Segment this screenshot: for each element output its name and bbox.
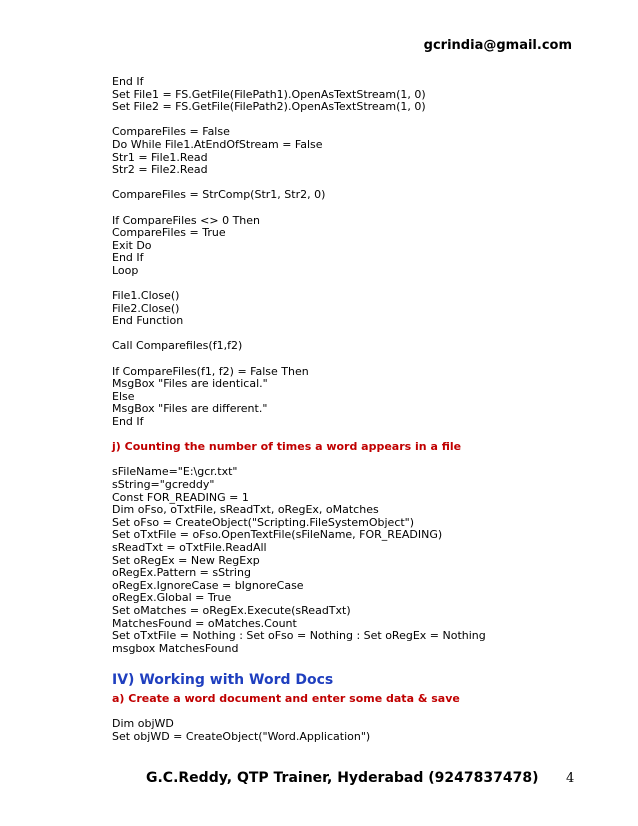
code-line: If CompareFiles(f1, f2) = False Then (112, 364, 309, 378)
code-line: oRegEx.Global = True (112, 591, 232, 605)
code-line: End If (112, 415, 144, 429)
code-block-8 (112, 466, 592, 655)
code-line: Const FOR_READING = 1 (112, 490, 249, 504)
code-line: File2.Close() (112, 301, 180, 315)
code-line: MatchesFound = oMatches.Count (112, 616, 297, 630)
code-line: End Function (112, 314, 184, 328)
code-line: Dim oFso, oTxtFile, sReadTxt, oRegEx, oMatches (112, 503, 379, 517)
code-line: End If (112, 251, 144, 265)
code-line: Set oMatches = oRegEx.Execute(sReadTxt) (112, 603, 351, 617)
document-body (112, 76, 592, 743)
code-line: Else (112, 389, 135, 403)
code-line: Do While File1.AtEndOfStream = False (112, 137, 323, 151)
code-line: MsgBox "Files are identical." (112, 377, 268, 391)
code-line: Dim objWD (112, 717, 174, 731)
code-line: CompareFiles = True (112, 226, 226, 240)
code-line: Set File1 = FS.GetFile(FilePath1).OpenAsTextStream(1, 0) (112, 87, 426, 101)
code-block-3 (112, 189, 592, 202)
code-block-7 (112, 366, 592, 429)
code-line: oRegEx.IgnoreCase = bIgnoreCase (112, 578, 304, 592)
section-j-heading: j) Counting the number of times a word appears in a file (112, 440, 462, 454)
code-line: Set oTxtFile = oFso.OpenTextFile(sFileName, FOR_READING) (112, 528, 443, 542)
code-block-6 (112, 340, 592, 353)
code-line: Set objWD = CreateObject("Word.Application") (112, 729, 371, 743)
code-line: Str2 = File2.Read (112, 163, 208, 177)
code-line: sReadTxt = oTxtFile.ReadAll (112, 540, 267, 554)
code-line: If CompareFiles <> 0 Then (112, 213, 261, 227)
code-line: Set oFso = CreateObject("Scripting.FileSystemObject") (112, 515, 415, 529)
code-block-5 (112, 290, 592, 328)
code-line: Loop (112, 263, 139, 277)
code-line: Set oRegEx = New RegExp (112, 553, 260, 567)
code-block-2 (112, 126, 592, 176)
code-line: sFileName="E:\gcr.txt" (112, 465, 238, 479)
section-a-heading: a) Create a word document and enter some data & save (112, 691, 460, 705)
code-line: End If (112, 75, 144, 88)
footer-text: G.C.Reddy, QTP Trainer, Hyderabad (9247837478) (146, 770, 539, 786)
code-line: sString="gcreddy" (112, 478, 215, 491)
code-line: CompareFiles = StrComp(Str1, Str2, 0) (112, 188, 326, 202)
code-block-4 (112, 215, 592, 278)
code-line: MsgBox "Files are different." (112, 402, 268, 416)
code-block-1 (112, 76, 592, 114)
code-line: Set oTxtFile = Nothing : Set oFso = Nothing : Set oRegEx = Nothing (112, 629, 486, 643)
code-line: oRegEx.Pattern = sString (112, 566, 251, 580)
code-line: Exit Do (112, 238, 152, 252)
page-number: 4 (566, 771, 575, 786)
code-line: CompareFiles = False (112, 125, 230, 139)
header-email: gcrindia@gmail.com (423, 38, 572, 53)
section-iv-heading: IV) Working with Word Docs (112, 671, 334, 688)
code-line: Set File2 = FS.GetFile(FilePath2).OpenAsTextStream(1, 0) (112, 100, 426, 114)
code-line: Call Comparefiles(f1,f2) (112, 339, 243, 353)
code-block-9 (112, 718, 592, 743)
code-line: Str1 = File1.Read (112, 150, 208, 164)
code-line: msgbox MatchesFound (112, 641, 239, 655)
code-line: File1.Close() (112, 289, 180, 303)
